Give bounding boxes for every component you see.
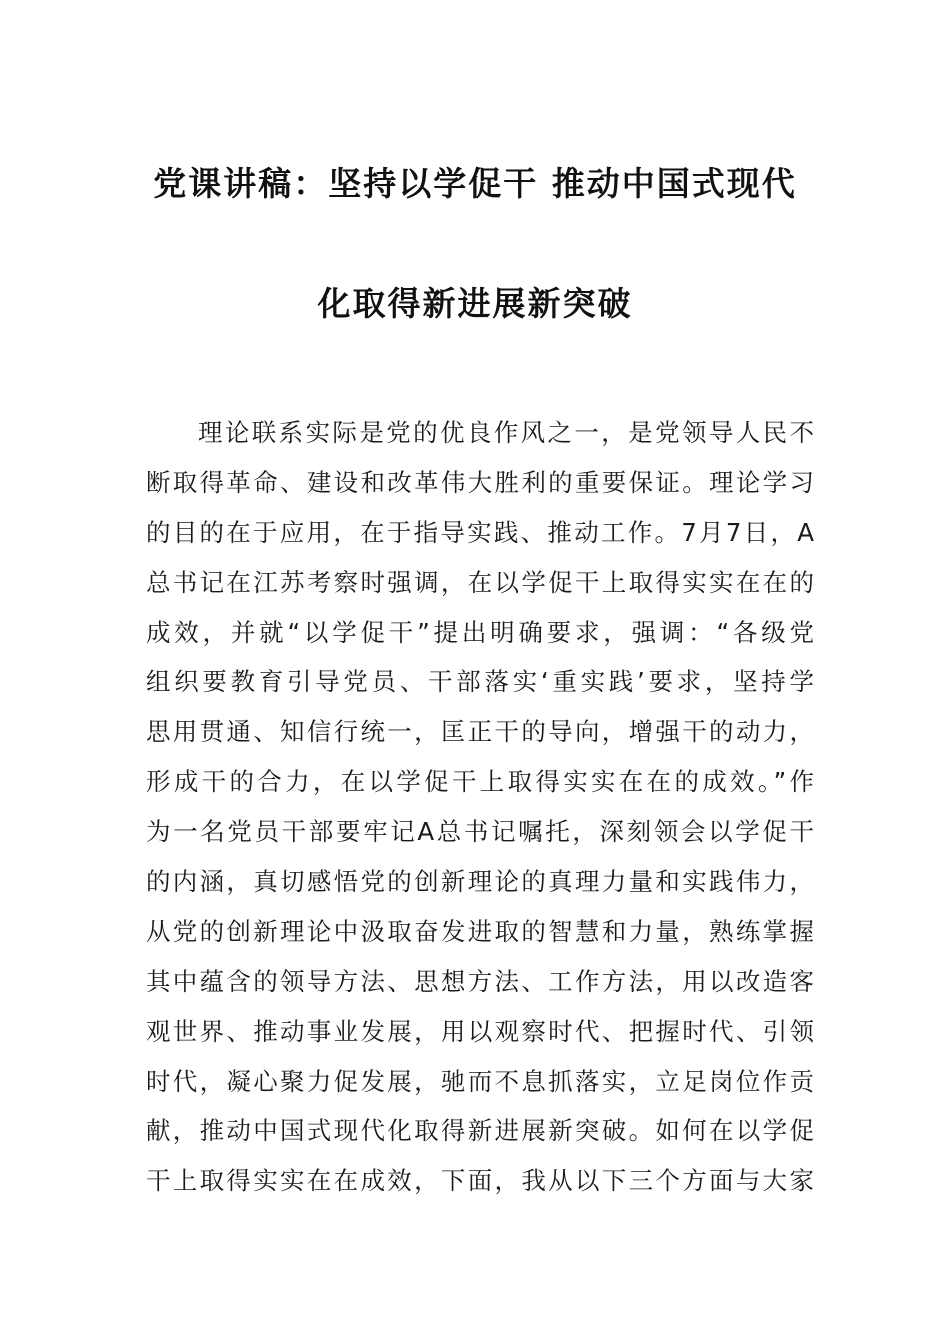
body-line: 观世界、推动事业发展，用以观察时代、把握时代、引领 xyxy=(146,1016,814,1046)
document-title-line-2: 化取得新进展新突破 xyxy=(317,284,633,323)
body-line: 断取得革命、建设和改革伟大胜利的重要保证。理论学习 xyxy=(146,467,814,497)
document-body xyxy=(146,408,814,1206)
body-line: 献，推动中国式现代化取得新进展新突破。如何在以学促 xyxy=(146,1116,814,1146)
body-line: 从党的创新理论中汲取奋发进取的智慧和力量，熟练掌握 xyxy=(146,916,814,946)
document-title-line-1: 党课讲稿：坚持以学促干 推动中国式现代 xyxy=(153,164,797,203)
body-line: 组织要教育引导党员、干部落实‘重实践’要求，坚持学 xyxy=(146,667,814,697)
body-line: 为一名党员干部要牢记A总书记嘱托，深刻领会以学促干 xyxy=(146,817,814,847)
body-line: 干上取得实实在在成效，下面，我从以下三个方面与大家 xyxy=(146,1166,814,1196)
body-line: 时代，凝心聚力促发展，驰而不息抓落实，立足岗位作贡 xyxy=(146,1066,814,1096)
body-line: 其中蕴含的领导方法、思想方法、工作方法，用以改造客 xyxy=(146,966,814,996)
body-line: 理论联系实际是党的优良作风之一，是党领导人民不 xyxy=(198,418,814,447)
body-line: 形成干的合力，在以学促干上取得实实在在的成效。”作 xyxy=(146,767,814,797)
body-line: 总书记在江苏考察时强调，在以学促干上取得实实在在的 xyxy=(146,567,814,597)
body-line: 的内涵，真切感悟党的创新理论的真理力量和实践伟力， xyxy=(146,867,814,897)
body-line: 成效，并就“以学促干”提出明确要求，强调：“各级党 xyxy=(146,617,814,647)
body-line: 思用贯通、知信行统一，匡正干的导向，增强干的动力， xyxy=(146,717,814,747)
body-line: 的目的在于应用，在于指导实践、推动工作。7月7日，A xyxy=(146,517,814,547)
